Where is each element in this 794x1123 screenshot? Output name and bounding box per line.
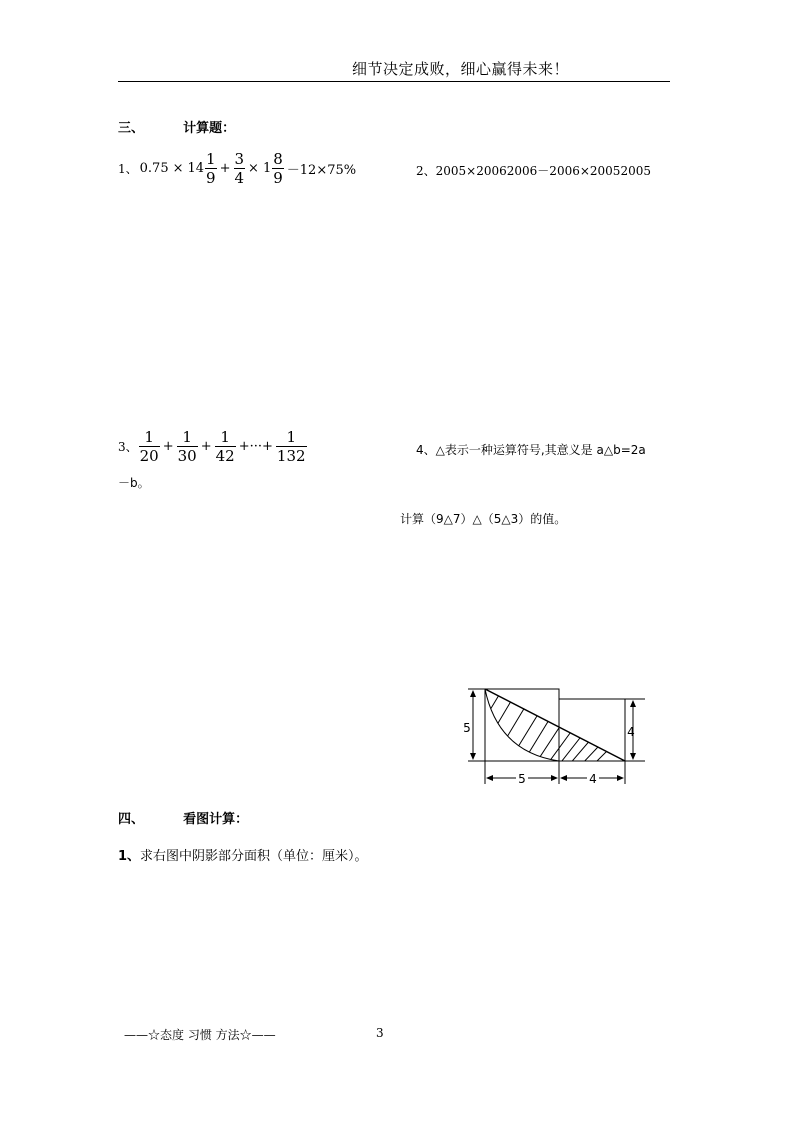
section-4-number: 四、 xyxy=(118,812,145,827)
left-height-label: 5 xyxy=(463,721,471,735)
numerator: 1 xyxy=(144,428,154,446)
section-4-title: 看图计算： xyxy=(183,812,249,827)
numerator: 1 xyxy=(220,428,230,446)
problem-2: 2、2005×20062006－2006×20052005 xyxy=(416,164,651,178)
problem-4-wrap: －b。 xyxy=(118,476,150,490)
problem-4-line-1: 4、△表示一种运算符号,其意义是 a△b=2a xyxy=(416,443,646,457)
numerator: 1 xyxy=(182,428,192,446)
mixed-whole: 1 xyxy=(262,161,272,176)
problem-3 xyxy=(118,428,308,465)
page-number: 3 xyxy=(376,1026,384,1040)
problem-1-rest: －12×75% xyxy=(286,163,357,178)
numerator: 1 xyxy=(286,428,297,446)
section-4-heading xyxy=(118,808,248,827)
denominator: 42 xyxy=(215,447,235,465)
ellipsis-sum: +···+ xyxy=(238,439,273,454)
problem-1 xyxy=(118,150,358,187)
times-sign: × xyxy=(248,161,259,176)
section-3-heading xyxy=(118,117,235,136)
denominator: 9 xyxy=(273,169,283,187)
denominator: 132 xyxy=(276,447,306,465)
denominator: 4 xyxy=(234,169,245,187)
plus-sign: + xyxy=(219,161,231,176)
problem-1-term-a: 0.75 xyxy=(139,161,169,176)
fraction xyxy=(215,428,236,465)
figure-problem-number: 1、 xyxy=(118,849,141,864)
figure-problem-text: 求右图中阴影部分面积（单位：厘米）。 xyxy=(140,849,368,864)
denominator: 20 xyxy=(139,447,159,465)
fraction xyxy=(177,428,198,465)
mixed-whole: 14 xyxy=(187,161,205,176)
diagonal-line xyxy=(485,689,625,761)
denominator: 9 xyxy=(206,169,216,187)
fraction xyxy=(139,428,160,465)
numerator: 8 xyxy=(273,150,283,168)
denominator: 30 xyxy=(177,447,197,465)
numerator: 1 xyxy=(206,150,216,168)
plus-sign: + xyxy=(200,439,212,454)
fraction xyxy=(205,150,217,187)
fraction xyxy=(272,150,284,187)
bottom-right-label: 4 xyxy=(589,772,597,786)
figure-problem-1 xyxy=(118,845,368,864)
plus-sign: + xyxy=(162,439,174,454)
right-height-label: 4 xyxy=(627,725,635,739)
footer-motto: ——☆态度 习惯 方法☆—— xyxy=(124,1028,276,1042)
problem-4-line-2: 计算（9△7）△（5△3）的值。 xyxy=(400,512,567,526)
times-sign: × xyxy=(172,161,184,176)
fraction xyxy=(234,150,246,187)
shaded-area-figure xyxy=(458,680,658,792)
header-rule xyxy=(118,81,670,82)
section-3-title: 计算题： xyxy=(183,121,236,136)
bottom-left-label: 5 xyxy=(518,772,526,786)
numerator: 3 xyxy=(234,150,245,168)
header-slogan: 细节决定成败，细心赢得未来！ xyxy=(352,60,570,78)
section-3-number: 三、 xyxy=(118,121,145,136)
problem-3-number: 3、 xyxy=(118,440,138,454)
problem-1-number: 1、 xyxy=(118,162,138,176)
fraction xyxy=(276,428,307,465)
